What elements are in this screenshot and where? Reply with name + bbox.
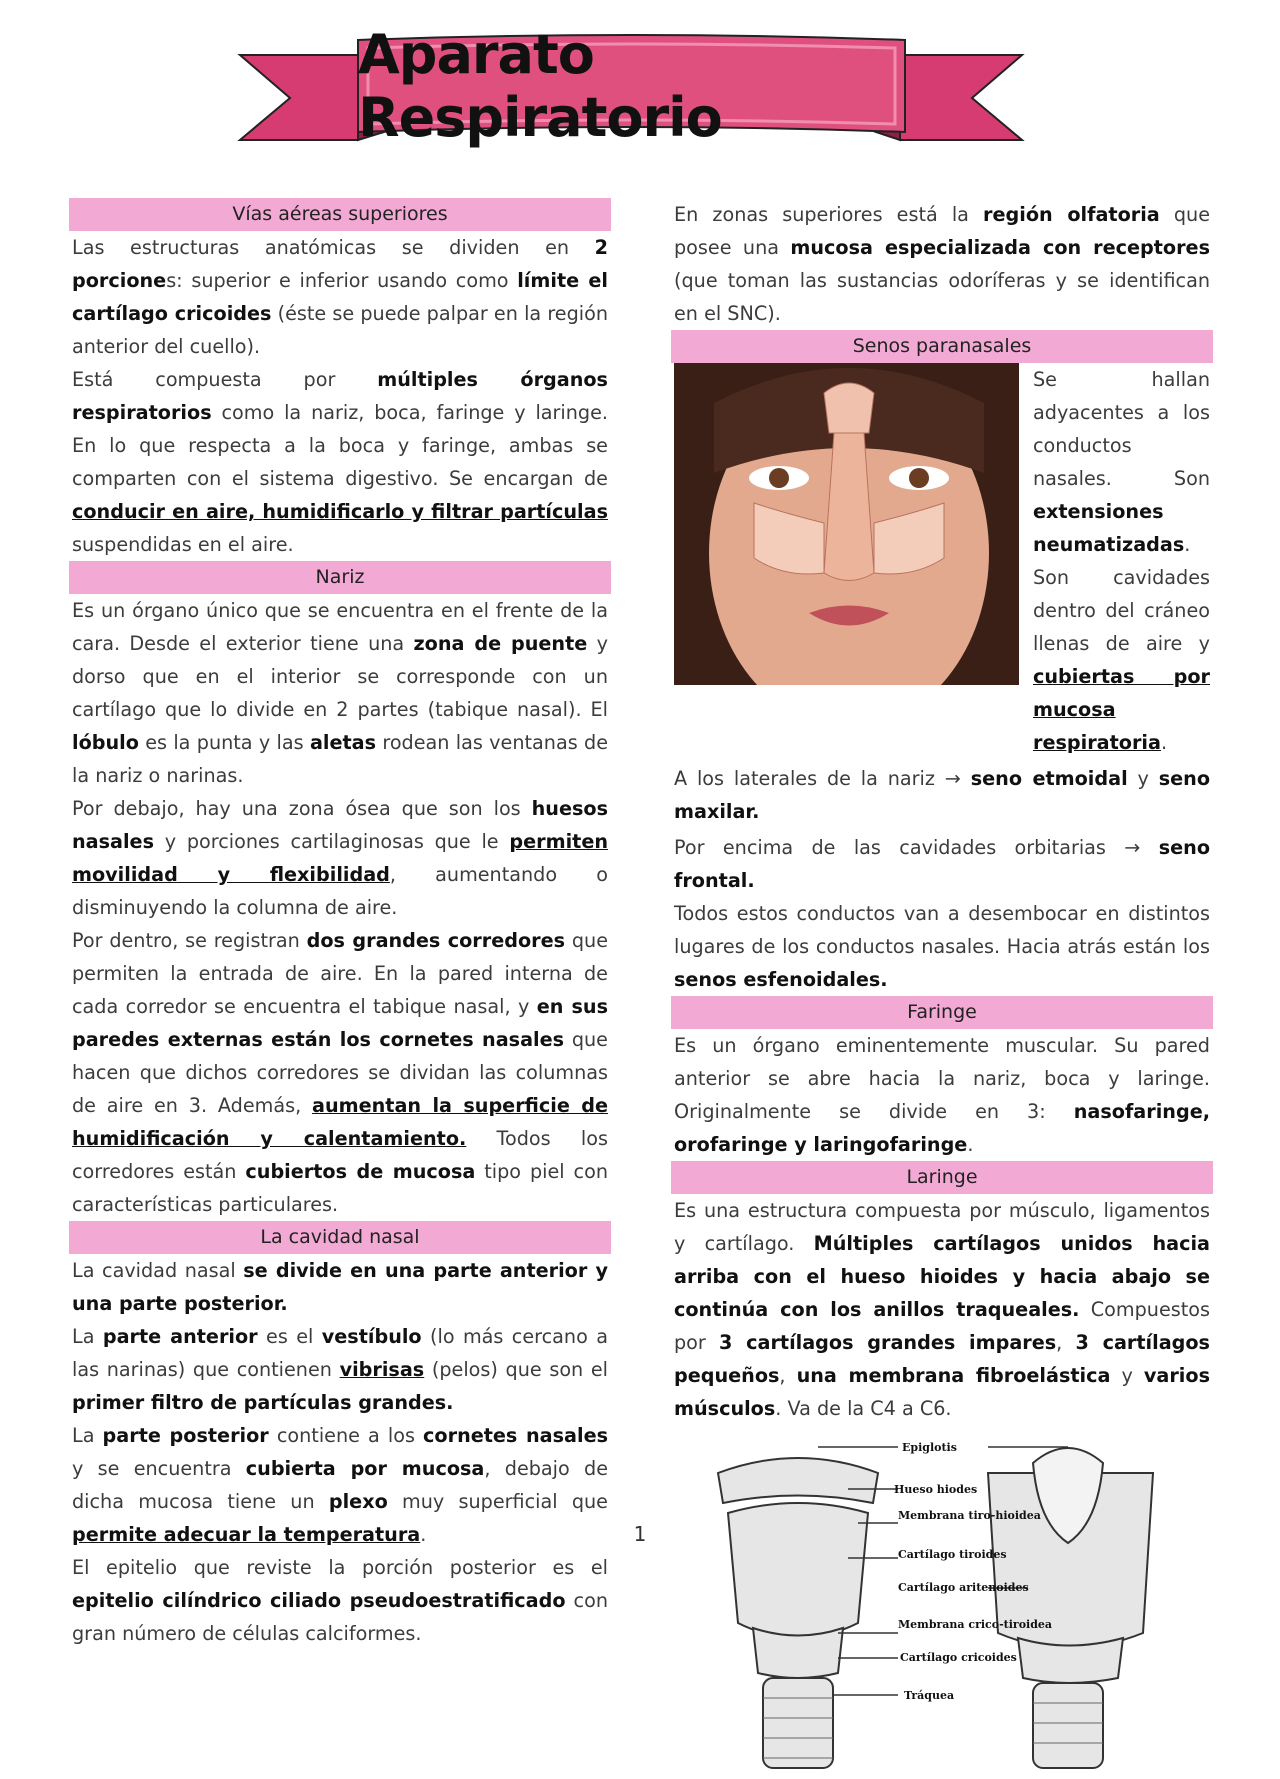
larynx-diagram <box>698 1433 1194 1769</box>
paragraph: La parte posterior contiene a los cornetes nasales y se encuentra cubierta por mucosa, debajo de dicha mucosa tiene un plexo muy superficial que permite adecuar la temperatura. <box>72 1424 609 1546</box>
label-cartilago-tiroides: Cartílago tiroides <box>898 1548 1007 1561</box>
section-header-faringe: Faringe <box>671 996 1213 1029</box>
label-membrana-tirohioidea: Membrana tiro-hioidea <box>898 1509 1041 1522</box>
title-banner <box>0 0 1280 175</box>
paragraph: Es un órgano eminentemente muscular. Su pared anterior se abre hacia la nariz, boca y laringe. Originalmente se divide en 3: nasofaringe, orofaringe y laringofaringe. <box>674 1034 1210 1156</box>
sinus-face-image <box>674 363 1019 685</box>
paragraph: El epitelio que reviste la porción posterior es el epitelio cilíndrico ciliado pseudoestratificado con gran número de células calciformes. <box>72 1556 608 1645</box>
label-hueso-hioides: Hueso hiodes <box>894 1483 978 1496</box>
paragraph: Se hallan adyacentes a los conductos nasales. Son extensiones neumatizadas. Son cavidades dentro del cráneo llenas de aire y cubiertas por mucosa respiratoria. <box>1033 368 1210 754</box>
paragraph: Está compuesta por múltiples órganos respiratorios como la nariz, boca, faringe y laringe. En lo que respecta a la boca y faringe, ambas se comparten con el sistema digestivo. Se encargan de conducir en aire, humidificarlo y filtrar partículas suspendidas en el aire. <box>72 368 608 556</box>
paragraph: Las estructuras anatómicas se dividen en 2 porciones: superior e inferior usando como límite el cartílago cricoides (éste se puede palpar en la región anterior del cuello). <box>72 236 609 358</box>
paragraph: Es una estructura compuesta por músculo, ligamentos y cartílago. Múltiples cartílagos unidos hacia arriba con el hueso hioides y hacia abajo se continúa con los anillos traqueales. Compuestos por 3 cartílagos grandes impares, 3 cartílagos pequeños, una membrana fibroelástica y varios músculos. Va de la C4 a C6. <box>674 1199 1211 1420</box>
paragraph: Por debajo, hay una zona ósea que son los huesos nasales y porciones cartilaginosas que le permiten movilidad y flexibilidad, aumentando o disminuyendo la columna de aire. <box>72 797 608 919</box>
paragraph: La parte anterior es el vestíbulo (lo más cercano a las narinas) que contienen vibrisas (pelos) que son el primer filtro de partículas grandes. <box>72 1325 608 1414</box>
sinus-block <box>674 363 1210 759</box>
section-header-senos: Senos paranasales <box>671 330 1213 363</box>
paragraph: Por encima de las cavidades orbitarias → seno frontal. <box>674 836 1210 892</box>
left-column <box>72 198 608 1650</box>
label-cartilago-aritenoides: Cartílago aritenoides <box>898 1581 1029 1594</box>
page-number: 1 <box>633 1522 647 1546</box>
paragraph: A los laterales de la nariz → seno etmoidal y seno maxilar. <box>674 767 1211 823</box>
section-header-vias: Vías aéreas superiores <box>69 198 611 231</box>
section-header-cavidad: La cavidad nasal <box>69 1221 611 1254</box>
paragraph: Es un órgano único que se encuentra en el frente de la cara. Desde el exterior tiene una zona de puente y dorso que en el interior se corresponde con un cartílago que lo divide en 2 partes (tabique nasal). El lóbulo es la punta y las aletas rodean las ventanas de la nariz o narinas. <box>72 599 608 787</box>
label-cartilago-cricoides: Cartílago cricoides <box>900 1651 1017 1664</box>
section-header-nariz: Nariz <box>69 561 611 594</box>
paragraph: La cavidad nasal se divide en una parte anterior y una parte posterior. <box>72 1259 608 1315</box>
paragraph: En zonas superiores está la región olfatoria que posee una mucosa especializada con receptores (que toman las sustancias odoríferas y se identifican en el SNC). <box>674 203 1211 325</box>
paragraph: Por dentro, se registran dos grandes corredores que permiten la entrada de aire. En la pared interna de cada corredor se encuentra el tabique nasal, y en sus paredes externas están los cornetes nasales que hacen que dichos corredores se dividan las columnas de aire en 3. Además, aumentan la superficie de humidificación y calentamiento. Todos los corredores están cubiertos de mucosa tipo piel con características particulares. <box>72 929 609 1216</box>
label-traquea: Tráquea <box>904 1689 955 1702</box>
label-membrana-cricotiroidea: Membrana crico-tiroidea <box>898 1618 1053 1631</box>
paragraph: Todos estos conductos van a desembocar en distintos lugares de los conductos nasales. Hacia atrás están los senos esfenoidales. <box>674 902 1210 991</box>
section-header-laringe: Laringe <box>671 1161 1213 1194</box>
page-title: Aparato Respiratorio <box>358 23 722 149</box>
label-epiglotis: Epiglotis <box>902 1441 957 1454</box>
